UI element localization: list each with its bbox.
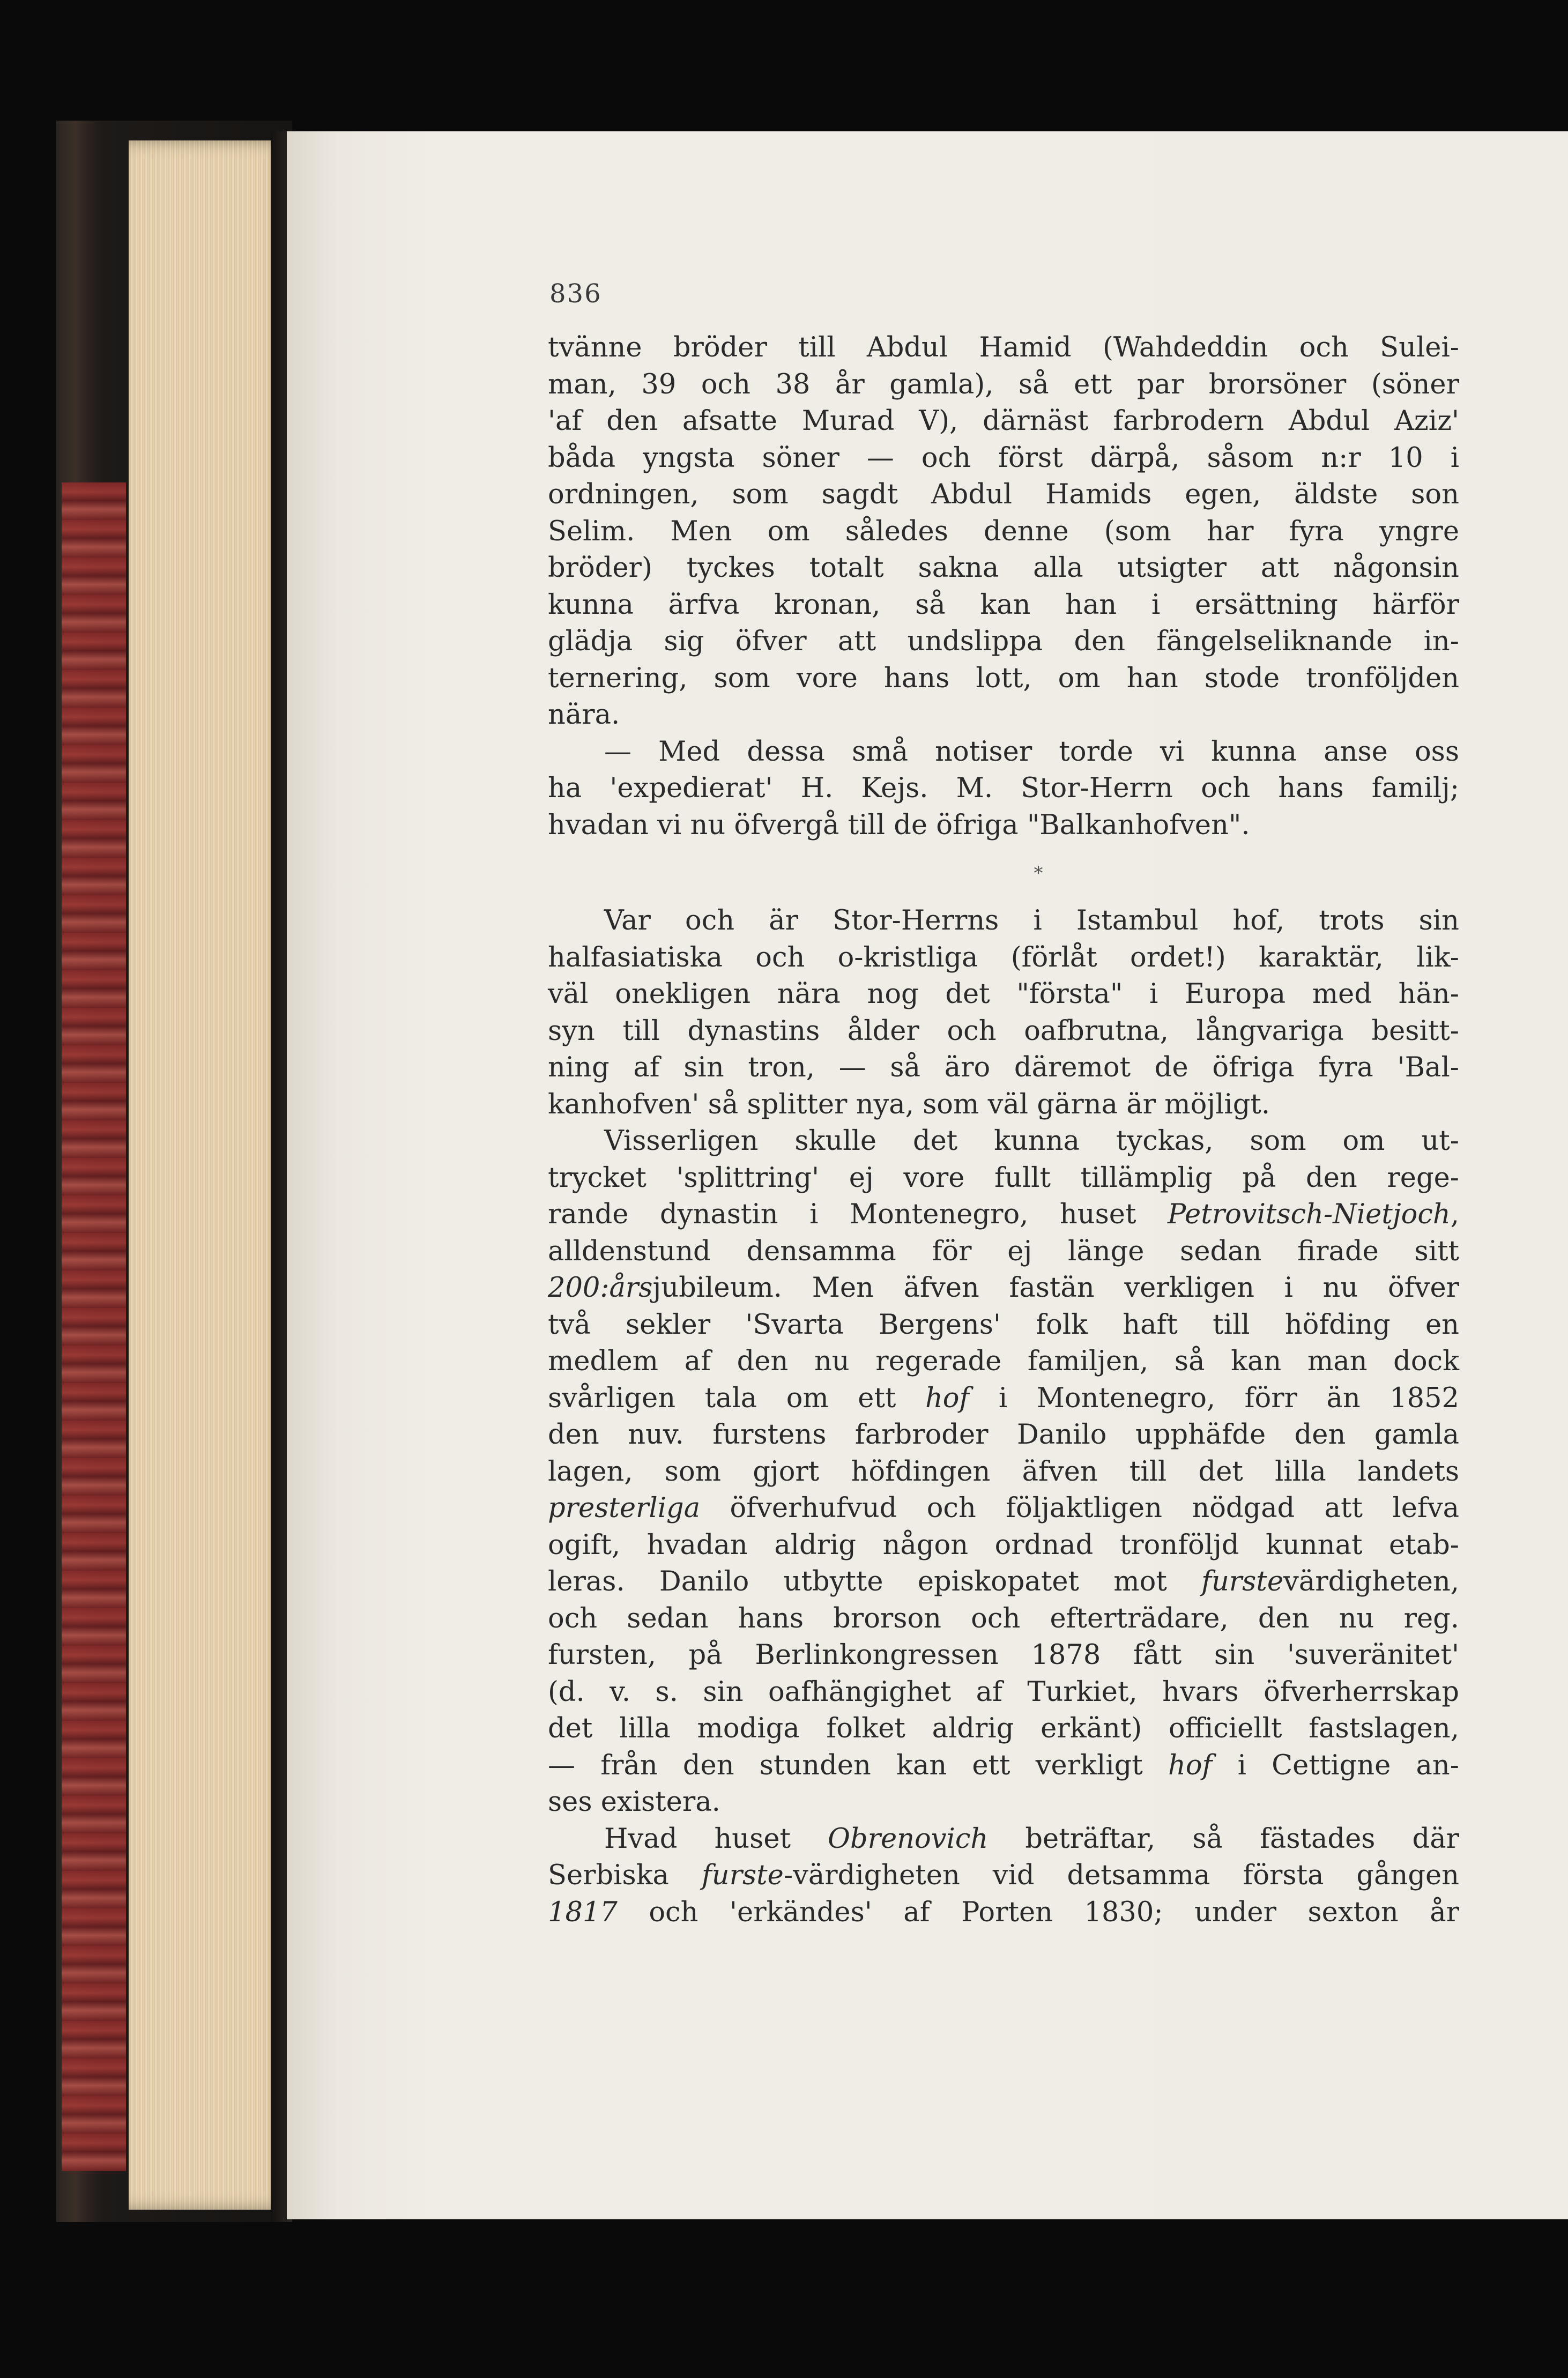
text-run: 'af den afsatte Murad V), därnäst farbrodern Abdul Aziz'	[548, 405, 1459, 437]
text-run: jubileum. Men äfven fastän verkligen i nu öfver	[652, 1272, 1459, 1304]
text-run: alldenstund densamma för ej länge sedan firade sitt	[548, 1235, 1459, 1267]
text-line	[548, 1343, 1459, 1380]
text-line	[548, 1637, 1459, 1674]
text-line	[548, 440, 1459, 477]
text-run: beträftar, så fästades där	[988, 1823, 1459, 1855]
text-line	[548, 770, 1459, 807]
italic-run: presterliga	[548, 1492, 701, 1524]
text-line	[548, 477, 1459, 514]
text-line	[548, 1564, 1459, 1601]
text-run: kanhofven' så splitter nya, som väl gärna är möjligt.	[548, 1088, 1270, 1120]
text-run: i Montenegro, förr än 1852	[969, 1382, 1460, 1414]
italic-run: Petrovitsch-Nietjoch	[1168, 1199, 1451, 1230]
text-line	[548, 807, 1459, 844]
text-run: ses existera.	[548, 1786, 720, 1818]
text-run: leras. Danilo utbytte episkopatet mot	[548, 1566, 1202, 1597]
text-run: hvadan vi nu öfvergå till de öfriga "Balkanhofven".	[548, 809, 1250, 841]
text-line	[548, 660, 1459, 697]
text-run: ordningen, som sagdt Abdul Hamids egen, äldste son	[548, 479, 1459, 510]
text-run: i Cettigne an-	[1212, 1749, 1459, 1781]
text-run: och sedan hans brorson och efterträdare, den nu reg.	[548, 1602, 1459, 1634]
text-run: två sekler 'Svarta Bergens' folk haft till höfding en	[548, 1309, 1459, 1341]
italic-run: 200:års	[548, 1272, 653, 1304]
text-line	[548, 550, 1459, 587]
text-run: båda yngsta söner — och först därpå, såsom n:r 10 i	[548, 442, 1459, 474]
text-line	[548, 1674, 1459, 1711]
text-line	[548, 1784, 1459, 1821]
text-line	[548, 1123, 1459, 1160]
text-run: den nuv. furstens farbroder Danilo upphäfde den gamla	[548, 1419, 1459, 1451]
text-run: rande dynastin i Montenegro, huset	[548, 1199, 1168, 1230]
text-run: glädja sig öfver att undslippa den fängelseliknande in-	[548, 626, 1459, 657]
text-run: Selim. Men om således denne (som har fyra yngre	[548, 515, 1459, 547]
text-run: ternering, som vore hans lott, om han stode tronföljden	[548, 662, 1459, 694]
text-run: svårligen tala om ett	[548, 1382, 925, 1414]
section-separator: *	[1034, 863, 1043, 884]
text-run: Var och är Stor-Herrns i Istambul hof, trots sin	[604, 905, 1459, 937]
text-run: det lilla modiga folket aldrig erkänt) officiellt fastslagen,	[548, 1713, 1459, 1744]
text-run: Visserligen skulle det kunna tyckas, som om ut-	[604, 1125, 1459, 1157]
text-line	[548, 367, 1459, 404]
page-number: 836	[549, 279, 602, 309]
text-run: ning af sin tron, — så äro däremot de öfriga fyra 'Bal-	[548, 1052, 1459, 1083]
text-line	[548, 1748, 1459, 1785]
text-run: värdigheten,	[1283, 1566, 1459, 1597]
text-line	[548, 1270, 1459, 1307]
text-line	[548, 1307, 1459, 1344]
text-line	[548, 587, 1459, 624]
text-run: ogift, hvadan aldrig någon ordnad tronföljd kunnat etab-	[548, 1529, 1459, 1561]
text-line	[548, 1454, 1459, 1491]
text-run: och 'erkändes' af Porten 1830; under sexton år	[617, 1896, 1459, 1928]
text-line	[548, 1013, 1459, 1050]
text-line	[548, 940, 1459, 977]
italic-run: hof	[1168, 1749, 1213, 1781]
text-line	[548, 623, 1459, 660]
italic-run: Obrenovich	[828, 1823, 989, 1855]
text-run: ha 'expedierat' H. Kejs. M. Stor-Herrn och hans familj;	[548, 772, 1459, 804]
text-run: — från den stunden kan ett verkligt	[548, 1749, 1168, 1781]
italic-run: 1817	[548, 1896, 618, 1928]
italic-run: furste	[701, 1860, 784, 1891]
paragraph-block-1	[548, 330, 1459, 844]
text-run: kunna ärfva kronan, så kan han i ersättning härför	[548, 589, 1459, 621]
text-line	[548, 1527, 1459, 1564]
text-line	[548, 1601, 1459, 1638]
text-line	[548, 1050, 1459, 1087]
text-line	[548, 697, 1459, 734]
text-line	[548, 1857, 1459, 1894]
text-run: tvänne bröder till Abdul Hamid (Wahdeddin och Sulei-	[548, 332, 1459, 363]
text-line	[548, 1711, 1459, 1748]
text-run: trycket 'splittring' ej vore fullt tillämplig på den rege-	[548, 1162, 1459, 1194]
text-run: medlem af den nu regerade familjen, så kan man dock	[548, 1346, 1459, 1377]
text-run: fursten, på Berlinkongressen 1878 fått sin 'suveränitet'	[548, 1639, 1459, 1671]
text-run: Serbiska	[548, 1860, 702, 1891]
text-line	[548, 1417, 1459, 1454]
text-run: bröder) tyckes totalt sakna alla utsigter att någonsin	[548, 552, 1459, 584]
text-line	[548, 1233, 1459, 1270]
text-line	[548, 514, 1459, 551]
italic-run: furste	[1201, 1566, 1284, 1597]
text-line	[548, 1894, 1459, 1931]
italic-run: hof	[925, 1382, 970, 1414]
book-spine-cloth	[62, 482, 126, 2171]
text-run: väl onekligen nära nog det "första" i Europa med hän-	[548, 978, 1459, 1010]
text-line	[548, 976, 1459, 1013]
text-run: öfverhufvud och följaktligen nödgad att lefva	[700, 1492, 1459, 1524]
text-run: halfasiatiska och o-kristliga (förlåt ordet!) karaktär, lik-	[548, 941, 1459, 974]
text-run: syn till dynastins ålder och oafbrutna, långvariga besitt-	[548, 1015, 1459, 1047]
text-run: -värdigheten vid detsamma första gången	[783, 1860, 1459, 1891]
text-run: — Med dessa små notiser torde vi kunna anse oss	[604, 735, 1459, 768]
text-line	[548, 1490, 1459, 1527]
text-line	[548, 903, 1459, 940]
text-line	[548, 734, 1459, 771]
text-line	[548, 1380, 1459, 1417]
text-line	[548, 1821, 1459, 1858]
text-run: man, 39 och 38 år gamla), så ett par brorsöner (söner	[548, 368, 1459, 400]
paragraph-block-2	[548, 903, 1459, 1931]
text-line	[548, 403, 1459, 440]
text-line	[548, 1197, 1459, 1233]
text-run: lagen, som gjort höfdingen äfven till det lilla landets	[548, 1455, 1459, 1488]
page-stack-edge	[129, 140, 289, 2210]
text-run: nära.	[548, 699, 620, 731]
body-text	[548, 330, 1459, 1931]
text-run: ,	[1450, 1199, 1459, 1230]
text-line	[548, 1087, 1459, 1124]
text-line	[548, 330, 1459, 367]
text-run: Hvad huset	[604, 1823, 828, 1855]
text-line	[548, 1160, 1459, 1197]
text-run: (d. v. s. sin oafhängighet af Turkiet, hvars öfverherrskap	[548, 1676, 1459, 1708]
